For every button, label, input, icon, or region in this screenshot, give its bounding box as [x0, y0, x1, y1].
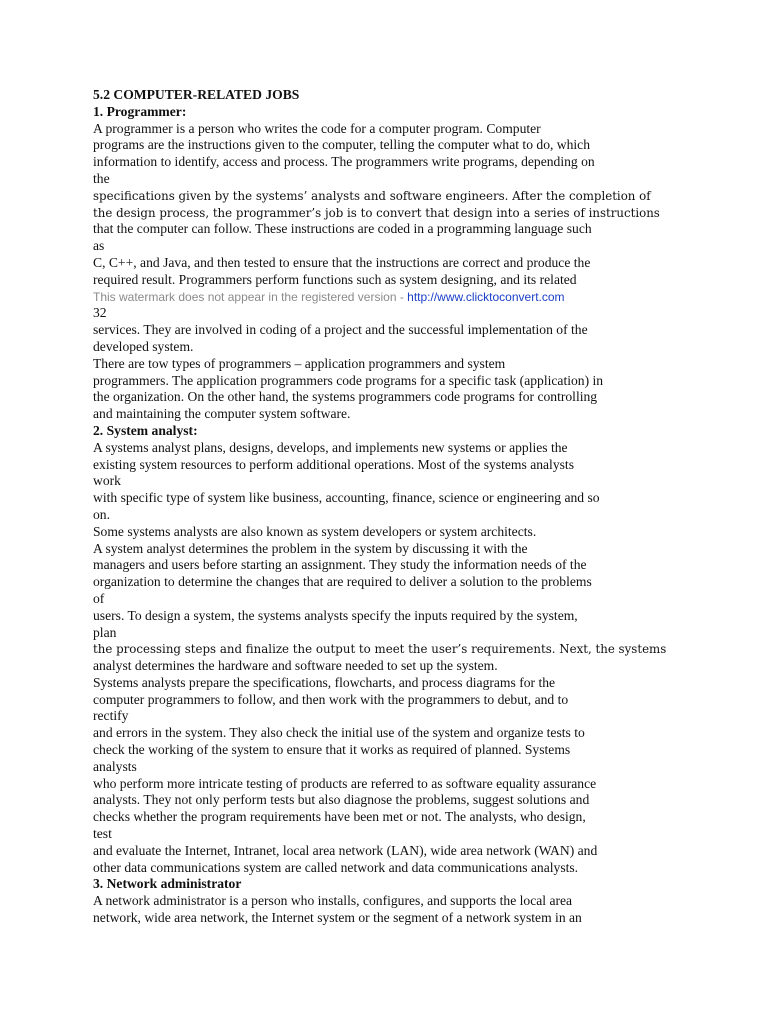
- body-text-line: A systems analyst plans, designs, develops, and implements new systems or applies the: [93, 439, 568, 455]
- body-text-line: with specific type of system like business, accounting, finance, science or engineering and so: [93, 490, 600, 506]
- body-text-line: that the computer can follow. These instructions are coded in a programming language such: [93, 221, 592, 237]
- watermark-line: [93, 289, 683, 306]
- body-text-line: who perform more intricate testing of products are referred to as software equality assurance: [93, 775, 597, 791]
- body-text-line: and evaluate the Internet, Intranet, local area network (LAN), wide area network (WAN) and: [93, 842, 598, 858]
- section-heading: 2. System analyst:: [93, 422, 198, 438]
- body-text-line: rectify: [93, 708, 129, 724]
- body-text-line: programs are the instructions given to the computer, telling the computer what to do, which: [93, 137, 591, 153]
- body-text-line: There are tow types of programmers – application programmers and system: [93, 355, 506, 371]
- body-text-line: and maintaining the computer system software.: [93, 406, 351, 422]
- body-text-line: network, wide area network, the Internet system or the segment of a network system in an: [93, 910, 582, 926]
- body-text-line: users. To design a system, the systems analysts specify the inputs required by the system,: [93, 607, 578, 623]
- body-text-line: A system analyst determines the problem in the system by discussing it with the: [93, 540, 528, 556]
- body-text-line: services. They are involved in coding of a project and the successful implementation of the: [93, 322, 588, 338]
- section-heading: 3. Network administrator: [93, 876, 242, 892]
- body-text-line: check the working of the system to ensure that it works as required of planned. Systems: [93, 742, 571, 758]
- body-text-line: the processing steps and finalize the output to meet the user’s requirements. Next, the systems: [93, 642, 667, 657]
- body-text-line: organization to determine the changes that are required to deliver a solution to the problems: [93, 574, 592, 590]
- section-heading: 1. Programmer:: [93, 103, 187, 119]
- body-text-line: plan: [93, 624, 117, 640]
- body-text-line: work: [93, 473, 121, 489]
- body-text-line: 32: [93, 305, 107, 321]
- body-text-line: managers and users before starting an assignment. They study the information needs of the: [93, 557, 587, 573]
- body-text-line: information to identify, access and process. The programmers write programs, depending on: [93, 154, 595, 170]
- body-text-line: specifications given by the systems’ analysts and software engineers. After the completion of: [93, 188, 651, 203]
- body-text-line: analyst determines the hardware and software needed to set up the system.: [93, 658, 498, 674]
- body-text-line: Some systems analysts are also known as system developers or system architects.: [93, 523, 537, 539]
- body-text-line: required result. Programmers perform functions such as system designing, and its related: [93, 271, 577, 287]
- body-text-line: the organization. On the other hand, the systems programmers code programs for controlling: [93, 389, 598, 405]
- body-text-line: and errors in the system. They also check the initial use of the system and organize tests to: [93, 725, 585, 741]
- watermark-link[interactable]: http://www.clicktoconvert.com: [407, 289, 565, 304]
- body-text-line: analysts: [93, 758, 137, 774]
- document-page: [93, 87, 683, 927]
- section-heading: 5.2 COMPUTER-RELATED JOBS: [93, 87, 300, 102]
- body-text-line: as: [93, 238, 105, 254]
- body-text-line: the design process, the programmer’s job is to convert that design into a series of instructions: [93, 205, 660, 220]
- body-text-line: A network administrator is a person who installs, configures, and supports the local area: [93, 893, 573, 909]
- body-text-line: programmers. The application programmers code programs for a specific task (application) in: [93, 372, 604, 388]
- body-text-line: test: [93, 826, 112, 842]
- body-text-line: analysts. They not only perform tests but also diagnose the problems, suggest solutions and: [93, 792, 590, 808]
- body-text-line: the: [93, 170, 110, 186]
- body-text-line: on.: [93, 506, 110, 522]
- body-text-line: checks whether the program requirements have been met or not. The analysts, who design,: [93, 809, 586, 825]
- body-text-line: of: [93, 590, 105, 606]
- body-text-line: C, C++, and Java, and then tested to ensure that the instructions are correct and produce the: [93, 254, 591, 270]
- body-text-line: existing system resources to perform additional operations. Most of the systems analysts: [93, 456, 574, 472]
- body-text-line: Systems analysts prepare the specifications, flowcharts, and process diagrams for the: [93, 674, 556, 690]
- body-text-line: A programmer is a person who writes the code for a computer program. Computer: [93, 120, 541, 136]
- body-text-line: computer programmers to follow, and then work with the programmers to debut, and to: [93, 691, 569, 707]
- watermark-text: This watermark does not appear in the registered version -: [93, 289, 408, 304]
- body-text-line: other data communications system are called network and data communications analysts.: [93, 859, 579, 875]
- body-text-line: developed system.: [93, 338, 194, 354]
